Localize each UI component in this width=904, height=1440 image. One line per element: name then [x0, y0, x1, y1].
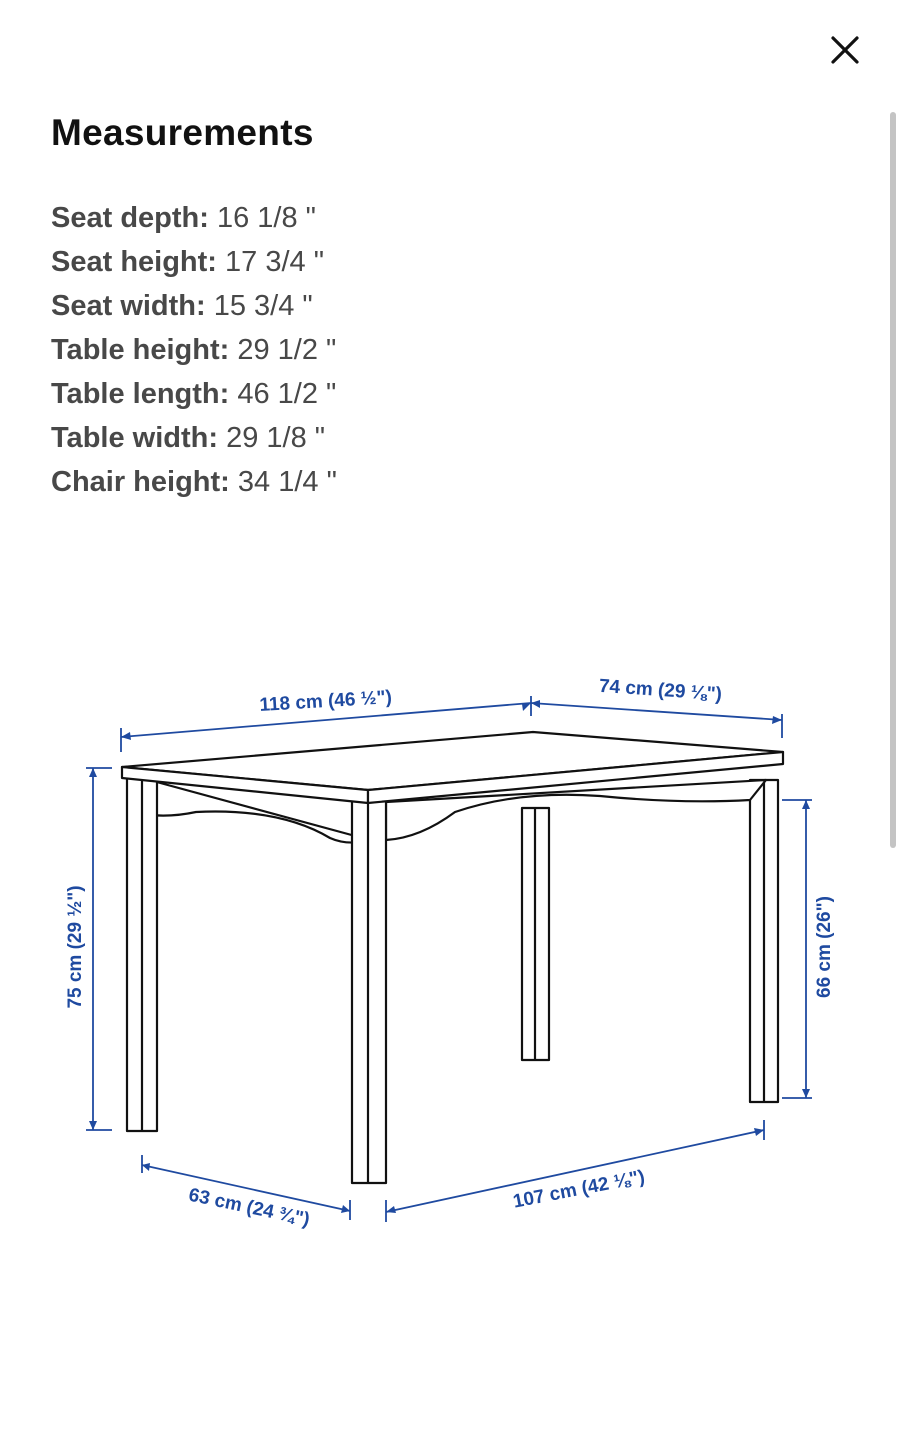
dimension-label-clearance: 66 cm (26")	[814, 896, 836, 998]
measurement-value: 17 3/4 "	[225, 246, 325, 278]
measurement-value: 29 1/8 "	[226, 422, 326, 454]
dimension-label-leg-length: 107 cm (42 ⅛")	[511, 1166, 647, 1213]
dimension-label-width: 74 cm (29 ⅛")	[598, 675, 723, 706]
measurement-item	[51, 328, 337, 372]
dimension-label-leg-depth: 63 cm (24 ¾")	[186, 1184, 312, 1231]
table-drawing	[122, 732, 783, 1183]
dimension-label-length: 118 cm (46 ½")	[258, 686, 393, 717]
table-dimension-diagram	[0, 640, 904, 1280]
dimension-label-height: 75 cm (29 ½")	[65, 885, 87, 1009]
measurement-value: 34 1/4 "	[237, 466, 337, 498]
measurement-item	[51, 284, 337, 328]
close-icon	[830, 35, 860, 65]
measurement-item	[51, 372, 337, 416]
measurement-list	[51, 196, 337, 504]
measurement-item	[51, 240, 337, 284]
measurement-label: Chair height:	[51, 466, 230, 498]
measurement-label: Table width:	[51, 422, 219, 454]
measurement-label: Table length:	[51, 378, 230, 410]
measurement-label: Seat height:	[51, 246, 217, 278]
page-title: Measurements	[51, 112, 314, 153]
measurement-value: 16 1/8 "	[216, 202, 316, 234]
close-button[interactable]	[820, 28, 870, 72]
measurement-label: Seat width:	[51, 290, 206, 322]
measurement-value: 29 1/2 "	[237, 334, 337, 366]
measurement-item	[51, 416, 337, 460]
measurement-value: 46 1/2 "	[237, 378, 337, 410]
measurement-label: Seat depth:	[51, 202, 209, 234]
measurement-item	[51, 460, 337, 504]
measurement-item	[51, 196, 337, 240]
measurement-label: Table height:	[51, 334, 230, 366]
measurement-value: 15 3/4 "	[213, 290, 313, 322]
